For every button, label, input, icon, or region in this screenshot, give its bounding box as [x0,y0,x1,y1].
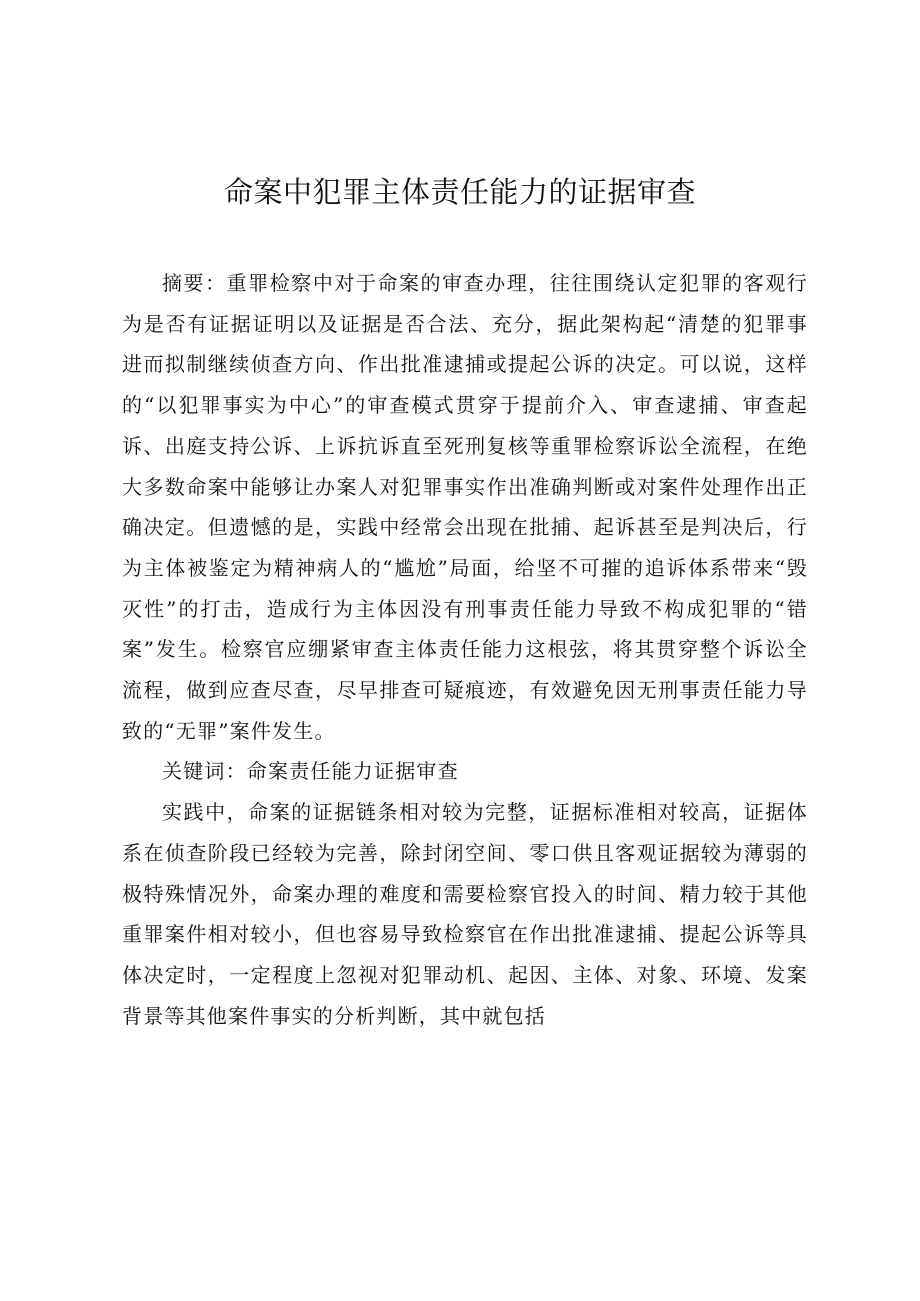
abstract-paragraph: 摘要：重罪检察中对于命案的审查办理，往往围绕认定犯罪的客观行为是否有证据证明以及证据是否合法、充分，据此架构起“清楚的犯罪事进而拟制继续侦查方向、作出批准逮捕或提起公诉的决定。可以说，这样的“以犯罪事实为中心”的审查模式贯穿于提前介入、审查逮捕、审查起诉、出庭支持公诉、上诉抗诉直至死刑复核等重罪检察诉讼全流程，在绝大多数命案中能够让办案人对犯罪事实作出准确判断或对案件处理作出正确决定。但遗憾的是，实践中经常会出现在批捕、起诉甚至是判决后，行为主体被鉴定为精神病人的“尴尬”局面，给坚不可摧的追诉体系带来“毁灭性”的打击，造成行为主体因没有刑事责任能力导致不构成犯罪的“错案”发生。检察官应绷紧审查主体责任能力这根弦，将其贯穿整个诉讼全流程，做到应查尽查，尽早排查可疑痕迹，有效避免因无刑事责任能力导致的“无罪”案件发生。 [122,271,808,743]
document-body [122,263,808,1036]
keywords-paragraph: 关键词：命案责任能力证据审查 [162,759,459,784]
body-paragraph: 实践中，命案的证据链条相对较为完整，证据标准相对较高，证据体系在侦查阶段已经较为完善，除封闭空间、零口供且客观证据较为薄弱的极特殊情况外，命案办理的难度和需要检察官投入的时间、精力较于其他重罪案件相对较小，但也容易导致检察官在作出批准逮捕、提起公诉等具体决定时，一定程度上忽视对犯罪动机、起因、主体、对象、环境、发案背景等其他案件事实的分析判断，其中就包括 [122,800,808,1028]
document-title: 命案中犯罪主体责任能力的证据审查 [223,175,696,209]
